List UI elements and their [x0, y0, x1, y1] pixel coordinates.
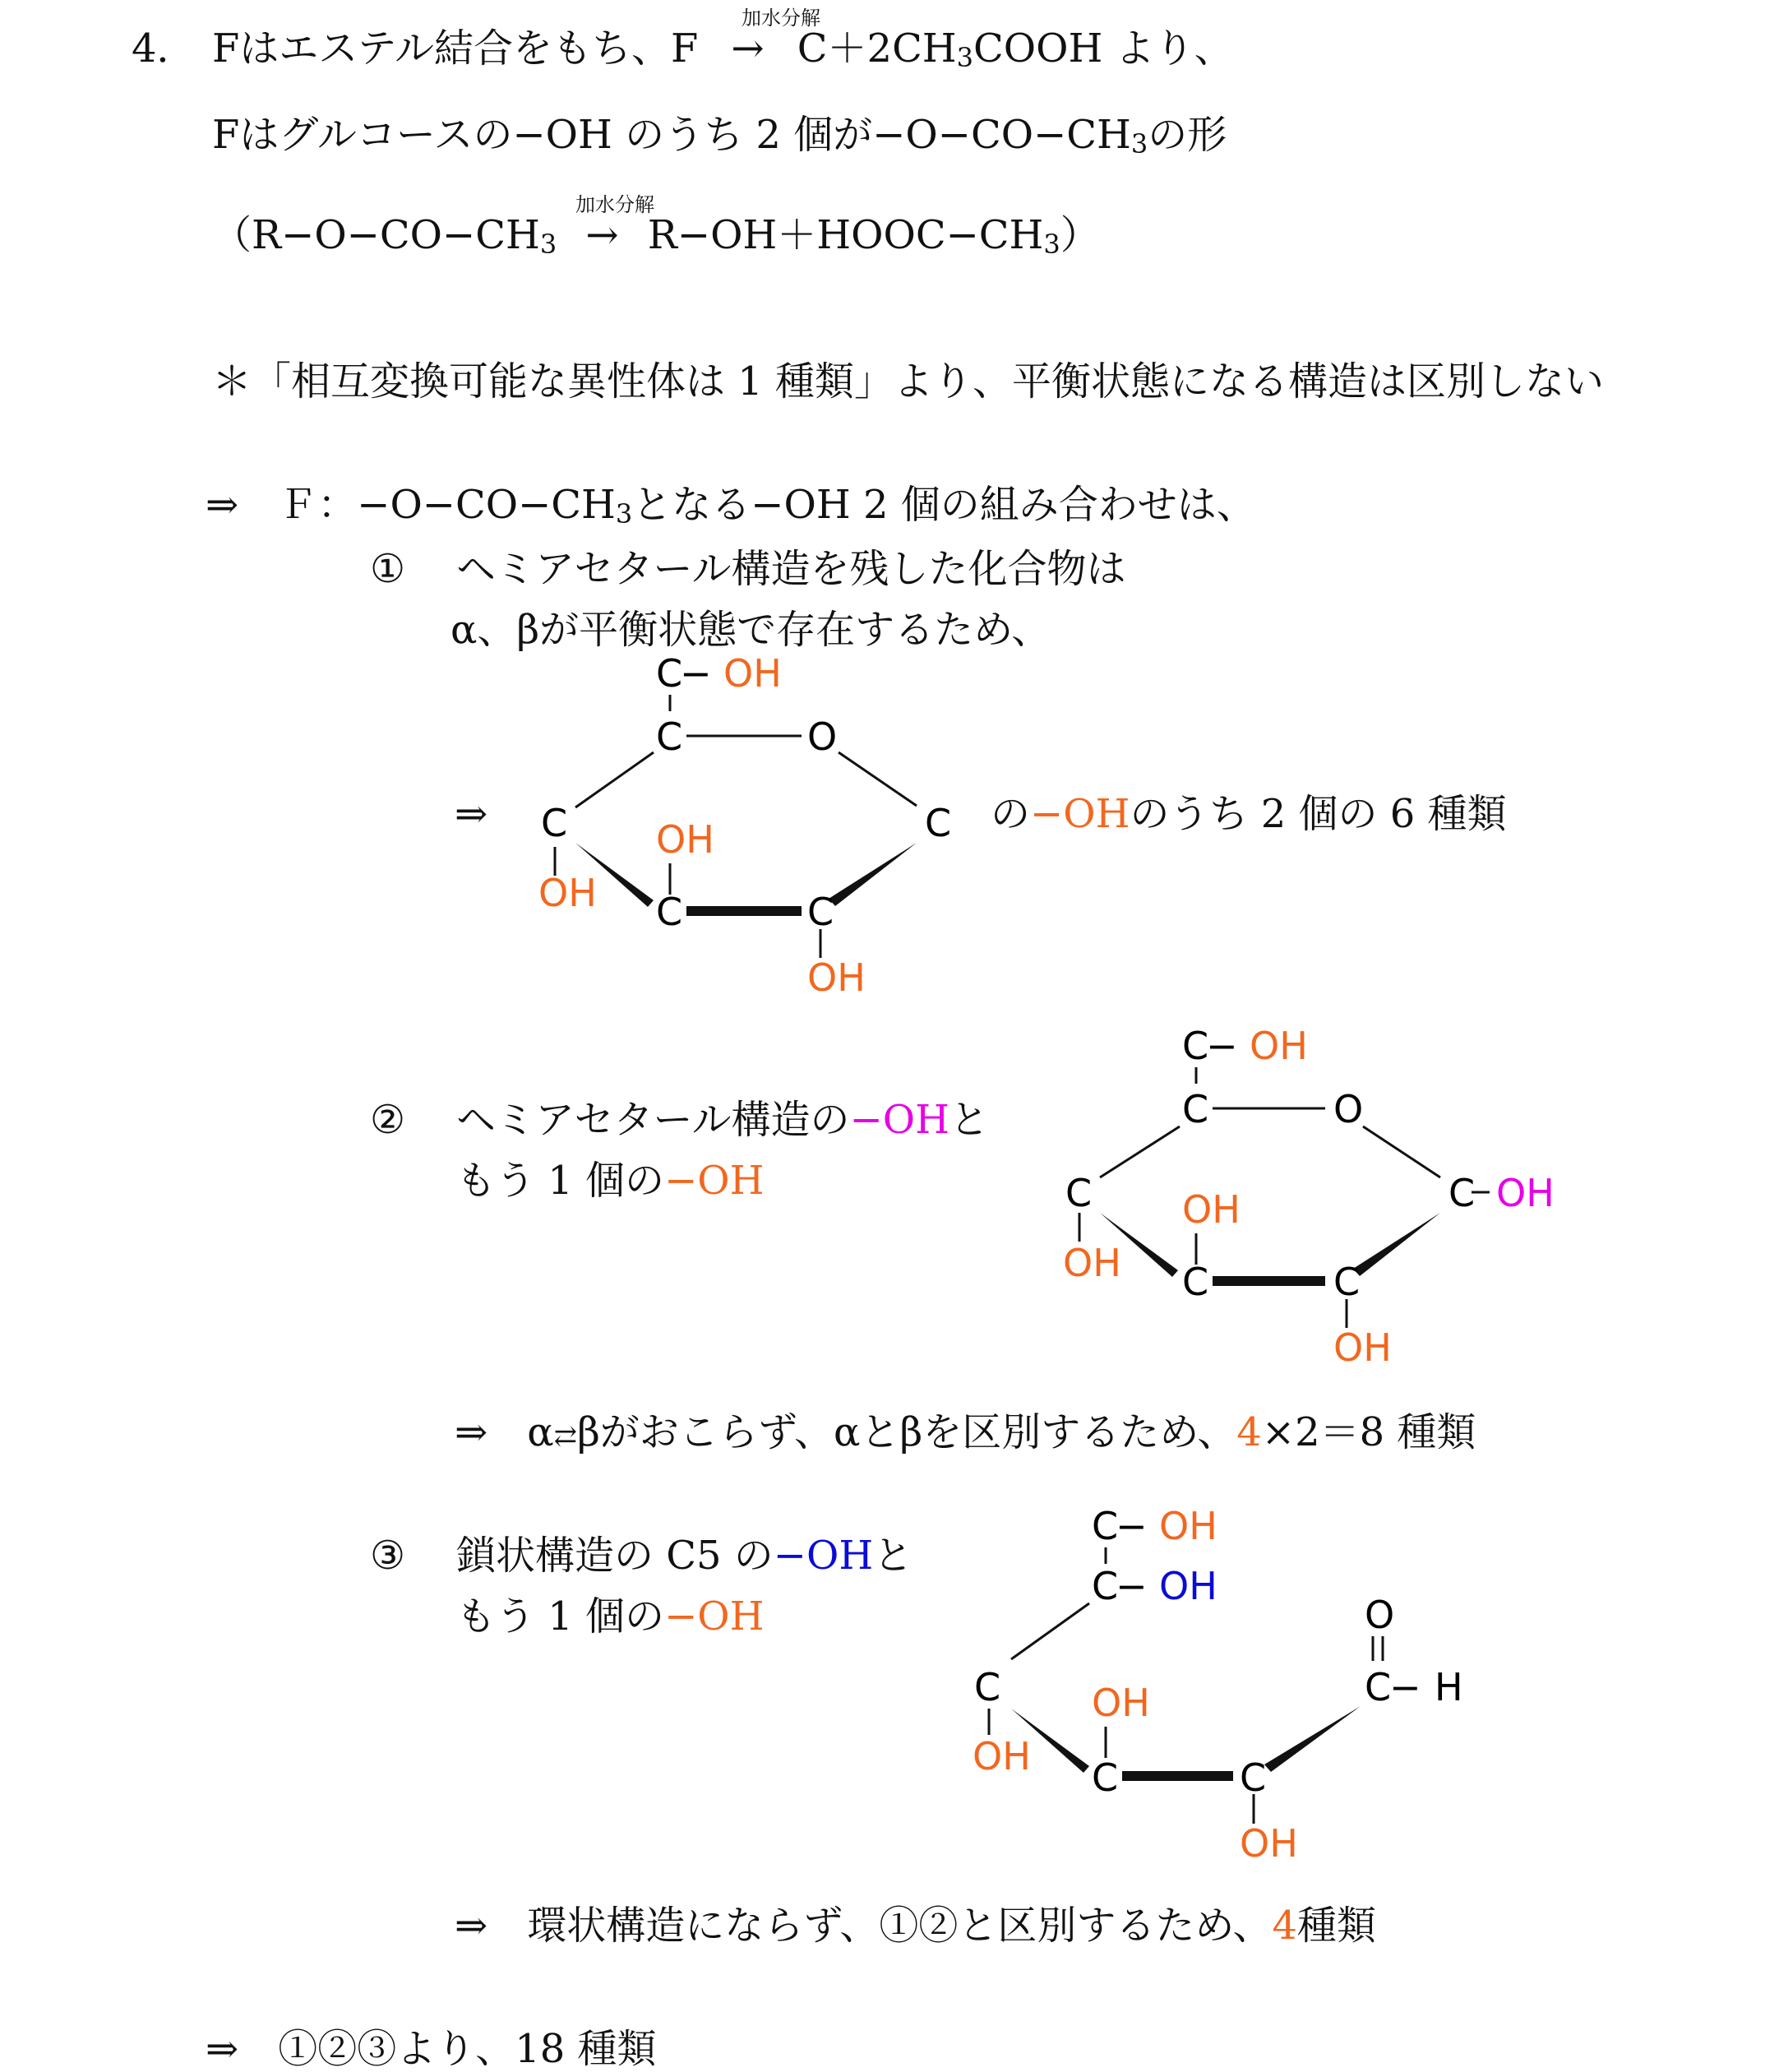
atom: OH: [1159, 1564, 1217, 1608]
atom: O: [1365, 1593, 1395, 1637]
case2-line-1-a: ヘミアセタール構造の: [456, 1097, 850, 1143]
structure-1: [538, 651, 951, 1000]
case2-result-b: βがおこらず、αとβを区別するため、: [577, 1409, 1237, 1455]
atom: OH: [1159, 1504, 1217, 1548]
case2-line-2-oh: −OH: [664, 1158, 765, 1204]
case2-line-1-oh: −OH: [849, 1097, 949, 1143]
f-line-b: となる−OH 2 個の組み合わせは、: [632, 482, 1256, 528]
case1-result-oh: −OH: [1030, 791, 1130, 837]
atom: OH: [973, 1734, 1031, 1778]
case2-number: ②: [370, 1097, 406, 1143]
case3-result-a: ⇒ 環状構造にならず、①②と区別するため、: [455, 1903, 1273, 1949]
atom: C: [541, 801, 568, 845]
case2-result-a: ⇒ α: [455, 1409, 554, 1455]
intro-line-2-a: Fはグルコースの−OH のうち 2 個が−O−CO−CH: [212, 112, 1131, 158]
atom: OH: [1063, 1241, 1121, 1285]
atom: C: [656, 890, 683, 934]
atom: C: [807, 890, 834, 934]
case3-result-num: 4: [1272, 1903, 1298, 1949]
case2-line-1-b: と: [949, 1097, 990, 1143]
intro-line-1-c: COOH より、: [973, 25, 1234, 72]
intro-line-1-a: Fはエステル結合をもち、F: [212, 25, 699, 72]
case1-line-1: ヘミアセタール構造を残した化合物は: [456, 546, 1126, 592]
atom: C: [1449, 1171, 1476, 1215]
bond: −: [1389, 1665, 1421, 1709]
case3-line-1-oh: −OH: [773, 1533, 874, 1579]
equilibrium-arrow: ⇄: [553, 1420, 578, 1453]
case2-result-num: 4: [1236, 1409, 1262, 1455]
subscript: 3: [1043, 229, 1060, 260]
case3-line-2-a: もう 1 個の: [456, 1593, 665, 1640]
atom: C: [1182, 1260, 1209, 1304]
intro-line-3-a: （R−O−CO−CH: [212, 212, 540, 258]
atom: C: [1333, 1260, 1361, 1304]
intro-line-3-b: R−OH＋HOOC−CH: [647, 212, 1044, 258]
atom: C: [1065, 1171, 1093, 1215]
case1-line-2: α、βが平衡状態で存在するため、: [450, 607, 1051, 653]
atom: OH: [1496, 1171, 1555, 1215]
conclusion: ⇒ ①②③より、18 種類: [206, 2026, 657, 2072]
hydrolysis-label-2: 加水分解: [575, 193, 654, 216]
atom: OH: [1182, 1187, 1241, 1232]
atom: OH: [1092, 1681, 1150, 1725]
case1-result-b: のうち 2 個の 6 種類: [1130, 791, 1507, 837]
reaction-arrow: →: [731, 25, 765, 72]
problem-number: 4．: [132, 25, 196, 72]
case3-line-1-b: と: [873, 1533, 913, 1579]
atom: C: [656, 715, 683, 759]
atom: OH: [723, 651, 782, 696]
case2-line-2-a: もう 1 個の: [456, 1158, 665, 1204]
atom: C: [1092, 1504, 1119, 1548]
bond: −: [1116, 1564, 1148, 1608]
case3-number: ③: [370, 1533, 406, 1579]
case1-number: ①: [370, 546, 406, 592]
note-line: ＊「相互変換可能な異性体は 1 種類」より、平衡状態になる構造は区別しない: [212, 358, 1605, 405]
intro-line-1-b: C＋2CH: [797, 25, 957, 72]
bond: −: [1206, 1024, 1238, 1068]
atom: C: [1240, 1755, 1267, 1800]
subscript: 3: [956, 42, 974, 73]
atom: H: [1435, 1665, 1463, 1709]
hydrolysis-label-1: 加水分解: [742, 7, 820, 30]
atom: OH: [1240, 1821, 1298, 1866]
case1-result-a: の: [991, 791, 1031, 837]
intro-line-3-c: ）: [1060, 212, 1100, 258]
atom: O: [1333, 1087, 1364, 1131]
atom: OH: [538, 871, 597, 915]
reaction-arrow: →: [585, 212, 619, 258]
atom: C: [1365, 1665, 1392, 1709]
atom: C: [1092, 1564, 1119, 1608]
bond: −: [1116, 1504, 1148, 1548]
structure-3: [973, 1504, 1463, 1866]
intro-line-2-b: の形: [1148, 112, 1227, 158]
atom: O: [807, 715, 838, 759]
atom: C: [1092, 1755, 1119, 1800]
case1-arrow: ⇒: [455, 791, 488, 837]
atom: OH: [1333, 1325, 1392, 1370]
case3-line-1-a: 鎖状構造の C5 の: [456, 1533, 774, 1579]
atom: C: [1182, 1087, 1209, 1131]
case3-line-2-oh: −OH: [664, 1593, 765, 1640]
subscript: 3: [615, 498, 633, 530]
bond: −: [680, 651, 712, 696]
atom: OH: [807, 955, 866, 1000]
case3-result-b: 種類: [1297, 1903, 1377, 1949]
structure-2: [1063, 1024, 1555, 1370]
atom: C: [974, 1665, 1001, 1709]
subscript: 3: [1130, 128, 1148, 160]
subscript: 3: [539, 229, 557, 260]
atom: C: [656, 651, 683, 696]
f-line-a: ⇒ Ｆ：−O−CO−CH: [206, 482, 616, 528]
atom: OH: [1250, 1024, 1308, 1068]
atom: OH: [656, 817, 714, 862]
atom: C: [1182, 1024, 1209, 1068]
case2-result-c: ×2＝8 種類: [1261, 1409, 1476, 1455]
atom: C: [925, 801, 952, 845]
